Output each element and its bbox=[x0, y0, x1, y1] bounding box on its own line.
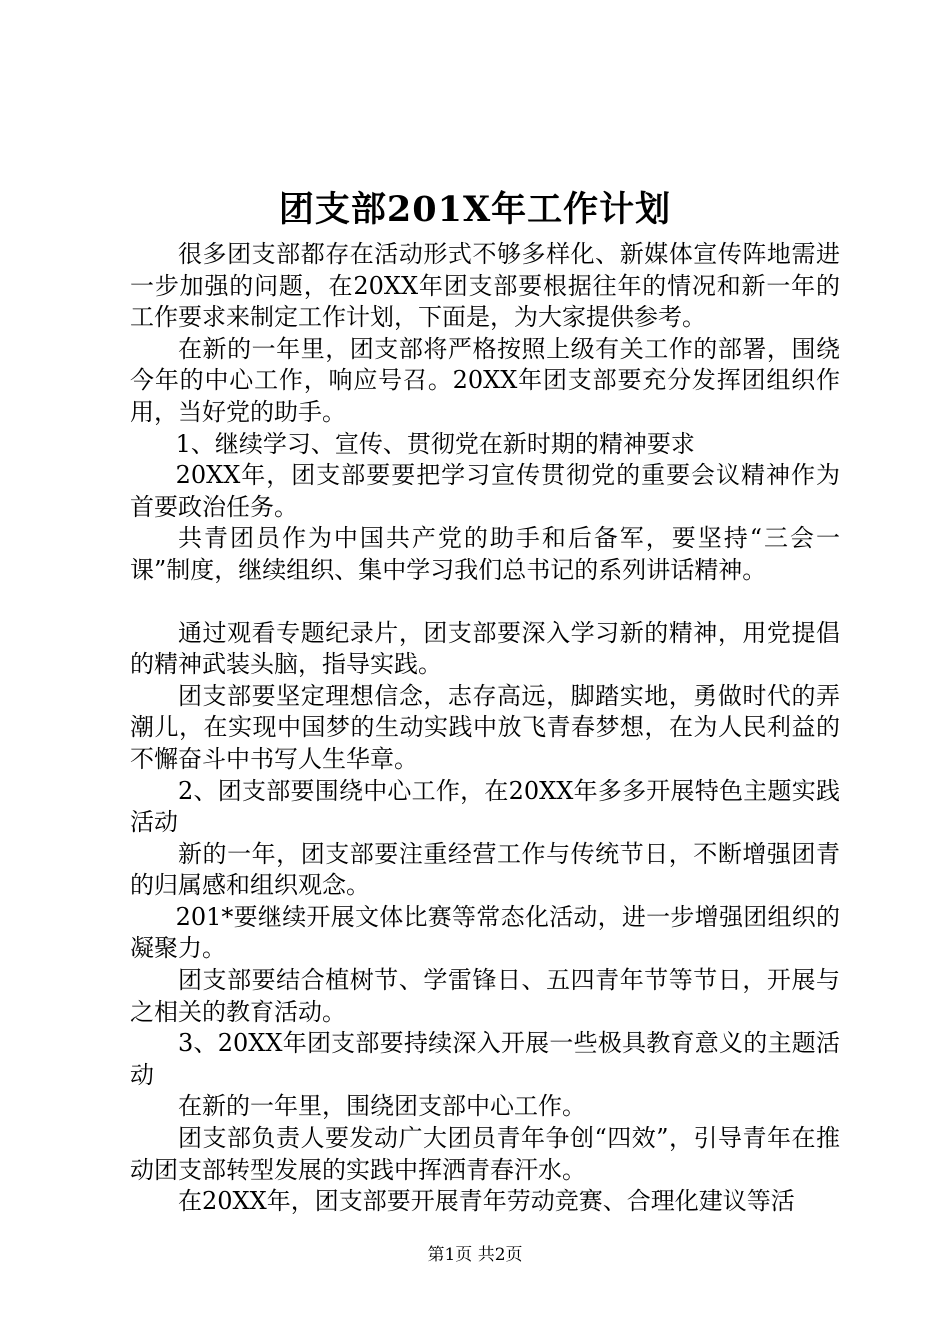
paragraph-gap bbox=[130, 587, 840, 618]
paragraph-new-year: 新的一年，团支部要注重经营工作与传统节日，不断增强团青的归属感和组织观念。 bbox=[130, 839, 840, 900]
paragraph-sports: 201*要继续开展文体比赛等常态化活动，进一步增强团组织的凝聚力。 bbox=[130, 902, 840, 963]
paragraph-ideals: 团支部要坚定理想信念，志存高远，脚踏实地，勇做时代的弄潮儿，在实现中国梦的生动实践中放飞青春梦想，在为人民利益的不懈奋斗中书写人生华章。 bbox=[130, 681, 840, 773]
paragraph-overview: 在新的一年里，团支部将严格按照上级有关工作的部署，围绕今年的中心工作，响应号召。20XX年团支部要充分发挥团组织作用，当好党的助手。 bbox=[130, 334, 840, 426]
section-heading-1: 1、继续学习、宣传、贯彻党在新时期的精神要求 bbox=[175, 429, 695, 458]
document-title: 团支部201X年工作计划 bbox=[278, 189, 672, 230]
document-body bbox=[130, 239, 840, 1218]
paragraph-league-members: 共青团员作为中国共产党的助手和后备军，要坚持“三会一课”制度，继续组织、集中学习我们总书记的系列讲话精神。 bbox=[130, 524, 840, 584]
section-heading-2: 2、团支部要围绕中心工作，在20XX年多多开展特色主题实践活动 bbox=[130, 776, 840, 837]
paragraph-intro: 很多团支部都存在活动形式不够多样化、新媒体宣传阵地需进一步加强的问题，在20XX年团支部要根据往年的情况和新一年的工作要求来制定工作计划，下面是，为大家提供参考。 bbox=[130, 240, 840, 332]
paragraph-festivals: 团支部要结合植树节、学雷锋日、五四青年节等节日，开展与之相关的教育活动。 bbox=[130, 966, 840, 1026]
paragraph-study-task: 20XX年，团支部要要把学习宣传贯彻党的重要会议精神作为首要政治任务。 bbox=[130, 461, 840, 521]
page-number: 第1页 共2页 bbox=[427, 1245, 523, 1265]
section-heading-3: 3、20XX年团支部要持续深入开展一些极具教育意义的主题活动 bbox=[130, 1029, 840, 1089]
paragraph-center-work: 在新的一年里，围绕团支部中心工作。 bbox=[178, 1092, 586, 1121]
paragraph-competitions: 在20XX年，团支部要开展青年劳动竞赛、合理化建议等活 bbox=[178, 1187, 795, 1216]
paragraph-four-effects: 团支部负责人要发动广大团员青年争创“四效”，引导青年在推动团支部转型发展的实践中挥洒青春汗水。 bbox=[130, 1124, 840, 1184]
paragraph-documentary: 通过观看专题纪录片，团支部要深入学习新的精神，用党提倡的精神武装头脑，指导实践。 bbox=[130, 618, 840, 679]
